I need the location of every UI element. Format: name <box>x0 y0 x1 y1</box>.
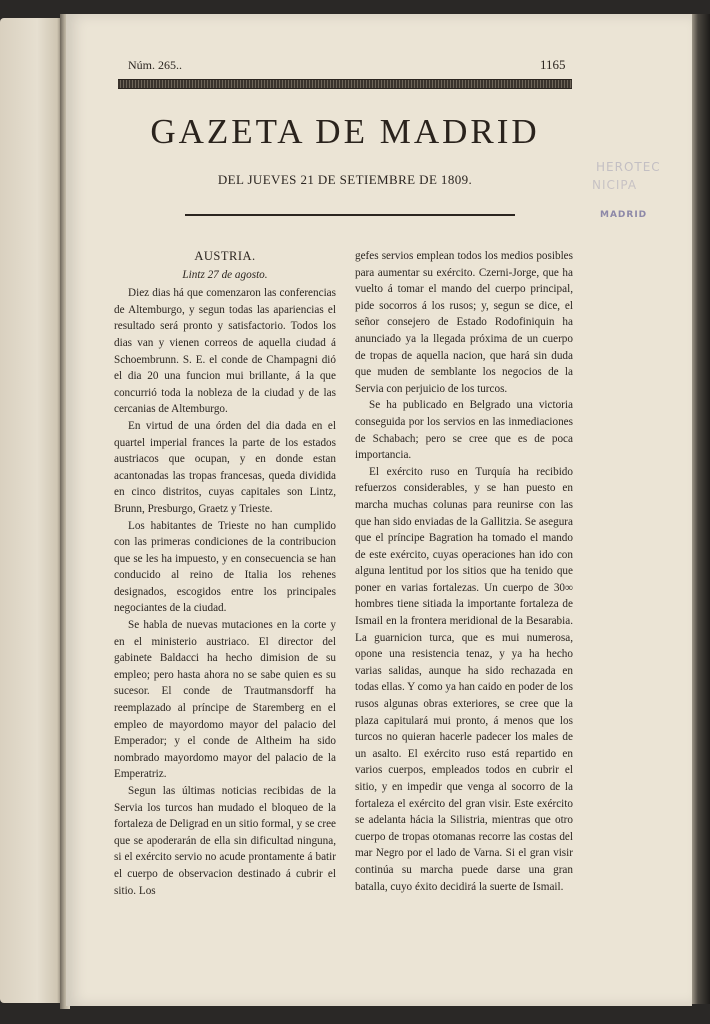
place-date: Lintz 27 de agosto. <box>182 268 268 281</box>
stamp-line-2: NICIPA <box>592 178 638 192</box>
header-rule <box>118 79 572 89</box>
article-paragraph: Diez dias há que comenzaron las conferencias de Altemburgo, y segun todas las apariencias el resultado será pronto y satisfactorio. Todos los dias van y vienen correos de aquella ciudad á Schoembrunn. S. E. el conde de Champagni dió el dia 20 una funcion mui brillante, á la que concurrió toda la nobleza de la ciudad y de las cercanias de Altemburgo. <box>114 287 336 416</box>
article-paragraph: El exército ruso en Turquía ha recibido refuerzos considerables, y se han puesto en marcha muchas colunas para reunirse con las que han sido enviadas de la Gallitzia. Se asegura que el príncipe Bagration ha tomado el mando de este exército, cuyas operaciones han ido con alguna lentitud por los sitios que ha tenido que poner en varias fortalezas. Un cuerpo de 30∞ hombres tiene sitiada la importante fortaleza de Ismail en la frontera meridional de la Besarabia. La guarnicion turca, que es mui numerosa, opone una resistencia tenaz, y ya ha hecho varias salidas, aunque ha sido rechazada en todas ellas. Y como ya han caido en poder de los rusos algunas obras exteriores, se cree que la plaza capitulará mui pronto, á menos que los turcos no quieran hacerle padecer los males de un asalto. El exército ruso está repartido en varios cuerpos, empleados todos en cubrir el sitio, y en impedir que venga al socorro de la fortaleza el exército del gran visir. Este exército se adelanta hácia la Silistria, mientras que otro cuerpo de tropas otomanas recorre las costas del mar Negro por el lado de Varna. Si el gran visir continúa su marcha puede darse una gran batalla, cuyo éxito decidirá la suerte de Ismail. <box>355 465 573 893</box>
facing-page-edge <box>0 18 62 1003</box>
stamp-line-1: HEROTEC <box>596 160 661 174</box>
book-edge-right <box>690 14 710 1004</box>
article-paragraph: Segun las últimas noticias recibidas de la Servia los turcos han mudado el bloqueo de la fortaleza de Deligrad en un sitio formal, y se cree que se apoderarán de ella sin dificultad ninguna, si el exército servio no acude prontamente á batir el cuerpo de observacion destinado á cubrir el sitio. Los <box>114 785 336 897</box>
article-paragraph: Se habla de nuevas mutaciones en la corte y en el ministerio austriaco. El director del gabinete Baldacci ha hecho dimision de su empleo; pero hasta ahora no se sabe quien es su sucesor. El conde de Trautmansdorff ha reemplazado al príncipe de Staremberg en el empleo de mayordomo mayor del palacio del Emperador; y el conde de Altheim ha sido nombrado mayordomo mayor del palacio de la Emperatriz. <box>114 619 336 781</box>
left-column <box>114 248 336 899</box>
newspaper-title: GAZETA DE MADRID <box>150 112 540 151</box>
page-number: 1165 <box>540 57 566 72</box>
article-paragraph: En virtud de una órden del dia dada en el quartel imperial frances la parte de los estados austriacos que ocupan, y en donde estan acantonadas las tropas francesas, queda dividida en cinco distritos, cuyas capitales son Lintz, Brunn, Presburgo, Graetz y Trieste. <box>114 419 336 515</box>
right-column <box>355 248 573 895</box>
issue-number: Núm. 265.. <box>128 58 182 72</box>
section-heading: AUSTRIA. <box>194 249 256 263</box>
stamp-line-3: MADRID <box>600 210 648 220</box>
issue-dateline: DEL JUEVES 21 DE SETIEMBRE DE 1809. <box>217 172 473 187</box>
dateline-rule <box>185 214 515 216</box>
article-paragraph: gefes servios emplean todos los medios posibles para aumentar su exército. Czerni-Jorge, que ha vuelto á tomar el mando del cuerpo principal, pide socorros á los rusos; y, segun se dice, el señor consejero de Estado Rodofiniquin ha anunciado ya la llegada próxima de un cuerpo de tropas de aquella nacion, que hará sin duda que muden de semblante los negocios de la Servia con perjuicio de los turcos. <box>355 250 573 395</box>
article-paragraph: Se ha publicado en Belgrado una victoria conseguida por los servios en las inmediaciones de Schabach; pero se cree que es de poca importancia. <box>355 399 573 462</box>
article-paragraph: Los habitantes de Trieste no han cumplido con las primeras condiciones de la contribucion que se les ha impuesto, y en consecuencia se han conducido al reino de Italia los rehenes designados, escogidos entre los principales negociantes de la ciudad. <box>114 519 336 615</box>
